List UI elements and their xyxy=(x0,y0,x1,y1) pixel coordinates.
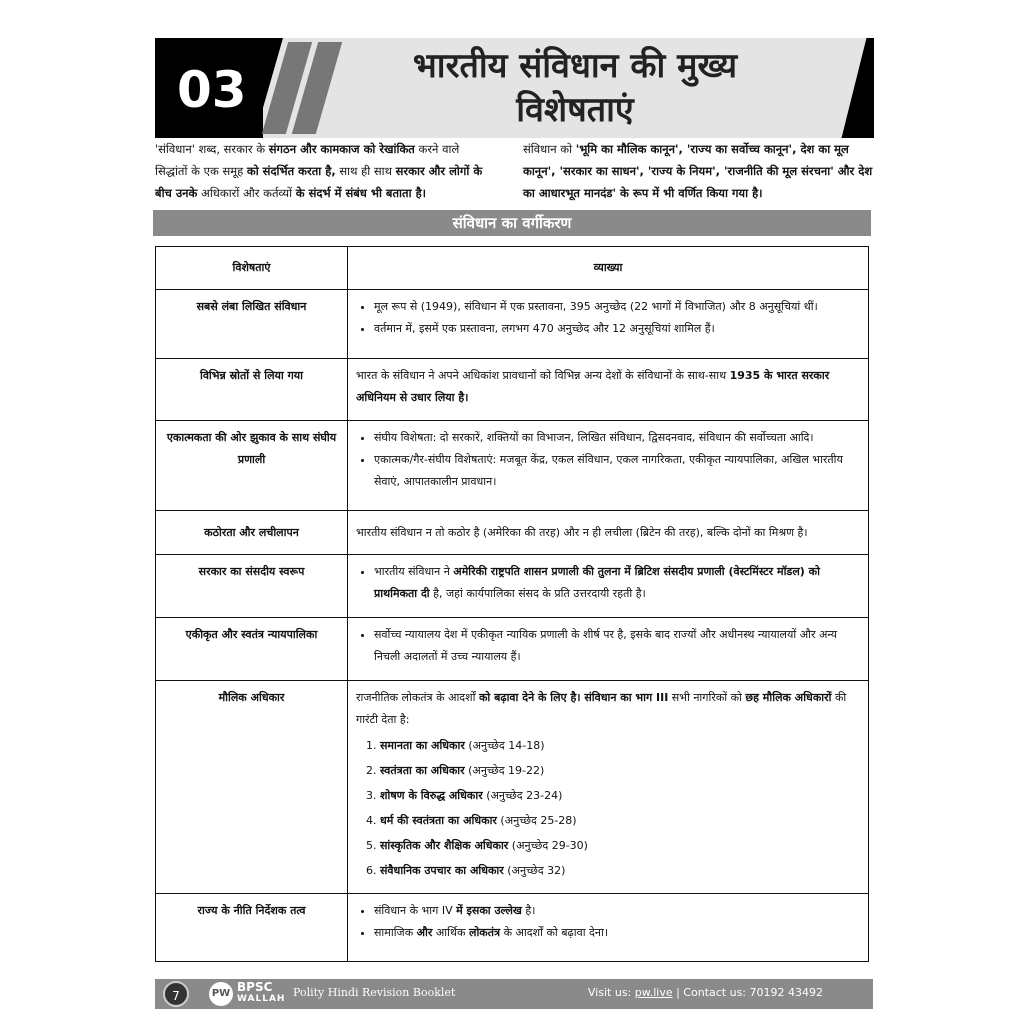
right-article: (अनुच्छेद 32) xyxy=(503,864,566,877)
table-row xyxy=(156,618,869,681)
feature-cell: सरकार का संसदीय स्वरूप xyxy=(156,555,348,618)
brand-subtitle: WALLAH xyxy=(237,994,286,1004)
list-item xyxy=(380,783,860,808)
right-name: सांस्कृतिक और शैक्षिक अधिकार xyxy=(380,839,509,852)
right-name: संवैधानिक उपचार का अधिकार xyxy=(380,864,504,877)
contact-number: | Contact us: 70192 43492 xyxy=(672,986,823,999)
feature-cell: कठोरता और लचीलापन xyxy=(156,511,348,555)
explanation-text: भारतीय संविधान ने xyxy=(374,565,454,578)
intro-text: 'संविधान' शब्द, सरकार के xyxy=(155,142,269,156)
right-name: धर्म की स्वतंत्रता का अधिकार xyxy=(380,814,497,827)
table-row xyxy=(156,421,869,511)
chapter-header xyxy=(155,38,874,138)
table-row xyxy=(156,359,869,421)
intro-bold: को संदर्भित करता है, xyxy=(246,164,336,178)
bullet-list xyxy=(356,900,860,944)
feature-cell: विभिन्न स्रोतों से लिया गया xyxy=(156,359,348,421)
list-item xyxy=(374,561,860,605)
list-item xyxy=(380,758,860,783)
header-feature: विशेषताएं xyxy=(156,247,348,290)
header-corner-decoration xyxy=(842,38,874,138)
explanation-bold: 1935 के भारत सरकार अधिनियम से उधार लिया है। xyxy=(356,369,830,404)
explanation-cell xyxy=(348,894,869,962)
explanation-text: भारत के संविधान ने अपने अधिकांश प्रावधानों को विभिन्न अन्य देशों के संविधानों के साथ-साथ xyxy=(356,369,730,382)
explanation-bold: अमेरिकी राष्ट्रपति शासन प्रणाली की तुलना में ब्रिटिश संसदीय प्रणाली (वेस्टमिंस्टर मॉडल) को प्राथमिकता दी xyxy=(374,565,820,600)
intro-text: साथ ही साथ xyxy=(335,164,396,178)
list-item: • एकात्मक/गैर-संघीय विशेषताएं: मजबूत केंद्र, एकल संविधान, एकल नागरिकता, एकीकृत न्यायपालिका, अखिल भारतीय सेवाएं, आपातकालीन प्रावधान। xyxy=(374,449,860,493)
explanation-text: आर्थिक xyxy=(432,926,469,939)
right-article: (अनुच्छेद 19-22) xyxy=(464,764,545,777)
explanation-cell xyxy=(348,290,869,359)
visit-label: Visit us: xyxy=(587,986,635,999)
feature-cell: राज्य के नीति निर्देशक तत्व xyxy=(156,894,348,962)
chapter-number-box xyxy=(155,38,263,138)
explanation-cell xyxy=(348,618,869,681)
table-row xyxy=(156,511,869,555)
chapter-title-line1: भारतीय संविधान की मुख्य xyxy=(412,46,738,86)
explanation-text: है। xyxy=(521,904,536,917)
bullet-list xyxy=(356,624,860,668)
explanation-cell xyxy=(348,421,869,511)
rights-list xyxy=(356,733,860,883)
right-article: (अनुच्छेद 25-28) xyxy=(496,814,577,827)
booklet-title: Polity Hindi Revision Booklet xyxy=(293,986,456,999)
rights-intro xyxy=(356,687,860,731)
list-item xyxy=(380,733,860,758)
header-explanation: व्याख्या xyxy=(348,247,869,290)
explanation-cell xyxy=(348,555,869,618)
right-name: शोषण के विरुद्ध अधिकार xyxy=(380,789,483,802)
feature-cell: एकीकृत और स्वतंत्र न्यायपालिका xyxy=(156,618,348,681)
list-item xyxy=(380,833,860,858)
intro-right-paragraph xyxy=(523,138,873,204)
explanation-text: है, जहां कार्यपालिका संसद के प्रति उत्तरदायी रहती है। xyxy=(429,587,646,600)
intro-text: करने वाले सिद्धांतों के एक समूह xyxy=(155,142,460,178)
list-item: • सर्वोच्च न्यायालय देश में एकीकृत न्यायिक प्रणाली के शीर्ष पर है, इसके बाद राज्यों और अधीनस्थ न्यायालयों और अन्य निचली अदालतों में उच्च न्यायालय हैं। xyxy=(374,624,860,668)
chapter-number: 03 xyxy=(177,61,247,119)
explanation-text: सामाजिक xyxy=(374,926,417,939)
explanation-bold: को बढ़ावा देने के लिए है। संविधान का भाग III xyxy=(478,691,669,704)
explanation-cell xyxy=(348,681,869,894)
section-heading-band: संविधान का वर्गीकरण xyxy=(153,210,871,236)
explanation-text: के आदर्शों को बढ़ावा देना। xyxy=(500,926,609,939)
page-footer xyxy=(155,979,873,1009)
explanation-bold: में इसका उल्लेख xyxy=(456,904,522,917)
right-article: (अनुच्छेद 29-30) xyxy=(508,839,588,852)
intro-bold: 'भूमि का मौलिक कानून', 'राज्य का सर्वोच्च कानून', देश का मूल कानून', 'सरकार का साधन', 'राज्य के नियम', 'राजनीति की मूल संरचना' और देश का आधारभूत मानदंड' के रूप में भी वर्णित किया गया है। xyxy=(523,142,873,200)
explanation-text: की गारंटी देता है: xyxy=(356,691,847,726)
feature-cell: एकात्मकता की ओर झुकाव के साथ संघीय प्रणाली xyxy=(156,421,348,511)
list-item xyxy=(374,922,860,944)
table-row xyxy=(156,290,869,359)
bullet-list xyxy=(356,427,860,493)
right-name: समानता का अधिकार xyxy=(380,739,465,752)
right-article: (अनुच्छेद 23-24) xyxy=(482,789,563,802)
chapter-title xyxy=(345,44,805,132)
right-name: स्वतंत्रता का अधिकार xyxy=(380,764,465,777)
list-item xyxy=(374,900,860,922)
bullet-list xyxy=(356,561,860,605)
feature-cell: मौलिक अधिकार xyxy=(156,681,348,894)
table-row xyxy=(156,555,869,618)
intro-left-paragraph xyxy=(155,138,485,204)
page-number: 7 xyxy=(163,981,189,1007)
explanation-text: संविधान के भाग IV xyxy=(374,904,457,917)
list-item: • संघीय विशेषता: दो सरकारें, शक्तियों का विभाजन, लिखित संविधान, द्विसदनवाद, संविधान की सर्वोच्चता आदि। xyxy=(374,427,860,449)
list-item xyxy=(380,858,860,883)
website-link[interactable]: pw.live xyxy=(634,986,673,999)
table-row xyxy=(156,894,869,962)
explanation-cell xyxy=(348,359,869,421)
list-item: • वर्तमान में, इसमें एक प्रस्तावना, लगभग 470 अनुच्छेद और 12 अनुसूचियां शामिल हैं। xyxy=(374,318,860,340)
list-item xyxy=(380,808,860,833)
intro-bold: के संदर्भ में संबंध भी बताता है। xyxy=(295,186,427,200)
explanation-text: राजनीतिक लोकतंत्र के आदर्शों xyxy=(356,691,479,704)
intro-text: संविधान को xyxy=(523,142,576,156)
table-header-row xyxy=(156,247,869,290)
intro-bold: सरकार और लोगों के बीच उनके xyxy=(155,164,483,200)
right-article: (अनुच्छेद 14-18) xyxy=(464,739,545,752)
feature-cell: सबसे लंबा लिखित संविधान xyxy=(156,290,348,359)
chapter-title-line2: विशेषताएं xyxy=(516,90,634,130)
intro-text: अधिकारों और कर्तव्यों xyxy=(197,186,296,200)
intro-bold: संगठन और कामकाज को रेखांकित xyxy=(268,142,415,156)
footer-contact xyxy=(588,986,823,999)
table-row xyxy=(156,681,869,894)
explanation-bold: छह मौलिक अधिकारों xyxy=(745,691,832,704)
list-item: • मूल रूप से (1949), संविधान में एक प्रस्तावना, 395 अनुच्छेद (22 भागों में विभाजित) और 8 अनुसूचियां थीं। xyxy=(374,296,860,318)
pw-logo-icon: PW xyxy=(209,982,233,1006)
explanation-cell: भारतीय संविधान न तो कठोर है (अमेरिका की तरह) और न ही लचीला (ब्रिटेन की तरह), बल्कि दोनों का मिश्रण है। xyxy=(348,511,869,555)
bullet-list xyxy=(356,296,860,340)
explanation-bold: और xyxy=(416,926,433,939)
brand-name: BPSC xyxy=(237,980,273,994)
features-table xyxy=(155,246,869,962)
explanation-bold: लोकतंत्र xyxy=(469,926,501,939)
explanation-text: सभी नागरिकों को xyxy=(668,691,746,704)
